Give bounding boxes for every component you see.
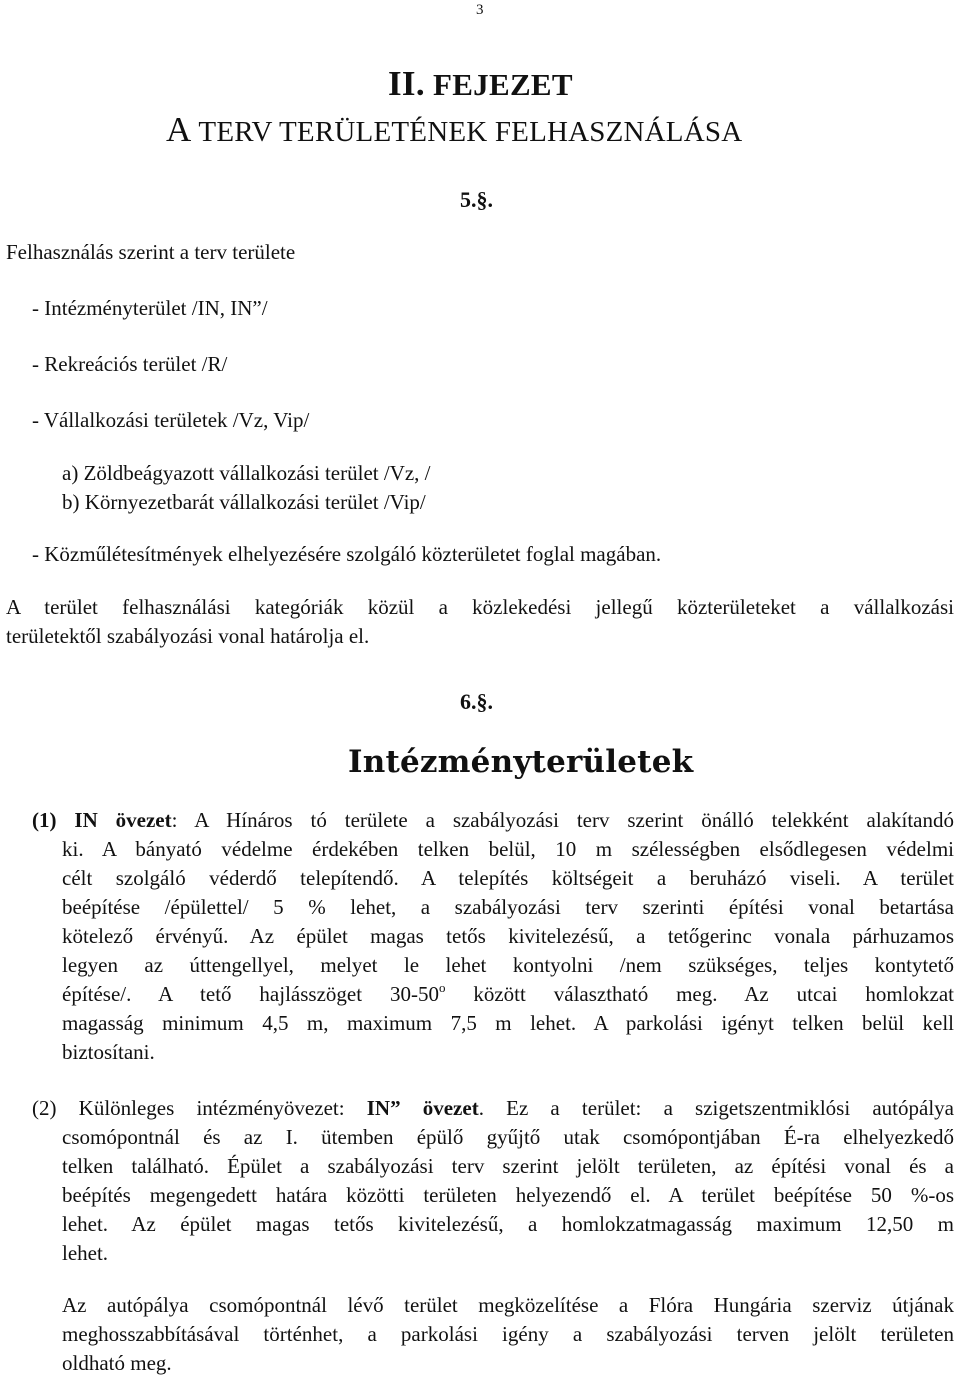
paragraph-line: A terület felhasználási kategóriák közül a közlekedési jellegű közterületeket a vállalkozási — [6, 595, 954, 619]
sub-list-item: a) Zöldbeágyazott vállalkozási terület /Vz, / — [62, 461, 431, 485]
page-number: 3 — [476, 2, 484, 18]
paragraph-line: (1) IN övezet: A Hínáros tó területe a szabályozási terv szerint önálló telekként alakítandó — [32, 808, 954, 832]
section-5-intro: Felhasználás szerint a terv területe — [6, 240, 296, 264]
section-5-heading: 5.§. — [460, 187, 493, 212]
paragraph-number: (1) — [32, 808, 57, 832]
paragraph-line: beépítése /épülettel/ 5 % lehet, a szabályozási terv szerinti építési vonal betartása — [62, 895, 954, 919]
paragraph-1 — [32, 806, 954, 1067]
subtitle-initial: A — [166, 110, 192, 149]
paragraph-line: beépítés megengedett határa közötti területen helyezendő el. A terület beépítése 50 %-os — [62, 1183, 954, 1207]
paragraph-line: lehet. — [62, 1241, 109, 1265]
paragraph-line: területektől szabályozási vonal határolja el. — [6, 624, 370, 648]
zone-name: IN” övezet — [366, 1096, 479, 1120]
list-item: - Rekreációs terület /R/ — [32, 352, 228, 376]
zone-name: IN övezet — [74, 808, 172, 832]
paragraph-line: ki. A bányató védelme érdekében telken belül, 10 m szélességben elsődlegesen védelmi — [62, 837, 954, 861]
subtitle-rest: TERV TERÜLETÉNEK FELHASZNÁLÁSA — [198, 116, 743, 148]
paragraph-line: meghosszabbításával történhet, a parkolási igény a szabályozási terven jelölt területen — [62, 1322, 954, 1346]
section-6-heading: 6.§. — [460, 689, 493, 714]
sub-list-item: b) Környezetbarát vállalkozási terület /Vip/ — [62, 490, 426, 514]
paragraph-line: Az autópálya csomópontnál lévő terület megközelítése a Flóra Hungária szerviz útjának — [62, 1293, 954, 1317]
paragraph-line: célt szolgáló véderdő telepítendő. A telepítés költségeit a beruházó viseli. A terület — [62, 866, 954, 890]
paragraph-line: biztosítani. — [62, 1040, 155, 1064]
paragraph-line: legyen az úttengellyel, melyet le lehet kontyolni /nem szükséges, teljes kontytető — [62, 953, 954, 977]
paragraph-line: csomópontnál és az I. ütemben épülő gyűjtő utak csomópontjában É-ra elhelyezkedő — [62, 1125, 954, 1149]
degree-superscript: o — [438, 980, 446, 995]
paragraph-line: (2) Különleges intézményövezet: IN” övezet. Ez a terület: a szigetszentmiklósi autópálya — [32, 1096, 954, 1120]
chapter-roman: II. — [388, 64, 425, 103]
paragraph-line: kötelező érvényű. Az épület magas tetős kivitelezésű, a tetőgerinc vonala párhuzamos — [62, 924, 954, 948]
section-5-paragraph — [6, 593, 954, 651]
list-item: - Vállalkozási területek /Vz, Vip/ — [32, 408, 310, 432]
paragraph-2 — [32, 1094, 954, 1268]
paragraph-line: oldható meg. — [62, 1351, 172, 1375]
list-item: - Intézményterület /IN, IN”/ — [32, 296, 268, 320]
chapter-heading — [388, 64, 573, 104]
paragraph-3 — [62, 1291, 954, 1378]
paragraph-line: magasság minimum 4,5 m, maximum 7,5 m lehet. A parkolási igényt telken belül kell — [62, 1011, 954, 1035]
list-item: - Közműlétesítmények elhelyezésére szolgáló közterületet foglal magában. — [32, 542, 662, 566]
paragraph-line: telken található. Épület a szabályozási terv szerint jelölt területen, az építési vonal és a — [62, 1154, 954, 1178]
chapter-subtitle — [166, 110, 742, 150]
paragraph-line: építése/. A tető hajlásszöget 30-50$^o$ között választható meg. Az utcai homlokzat — [62, 980, 954, 1006]
chapter-label: FEJEZET — [432, 67, 573, 102]
section-6-title: Intézményterületek — [348, 744, 694, 780]
paragraph-line: lehet. Az épület magas tetős kivitelezésű, a homlokzatmagasság maximum 12,50 m — [62, 1212, 954, 1236]
